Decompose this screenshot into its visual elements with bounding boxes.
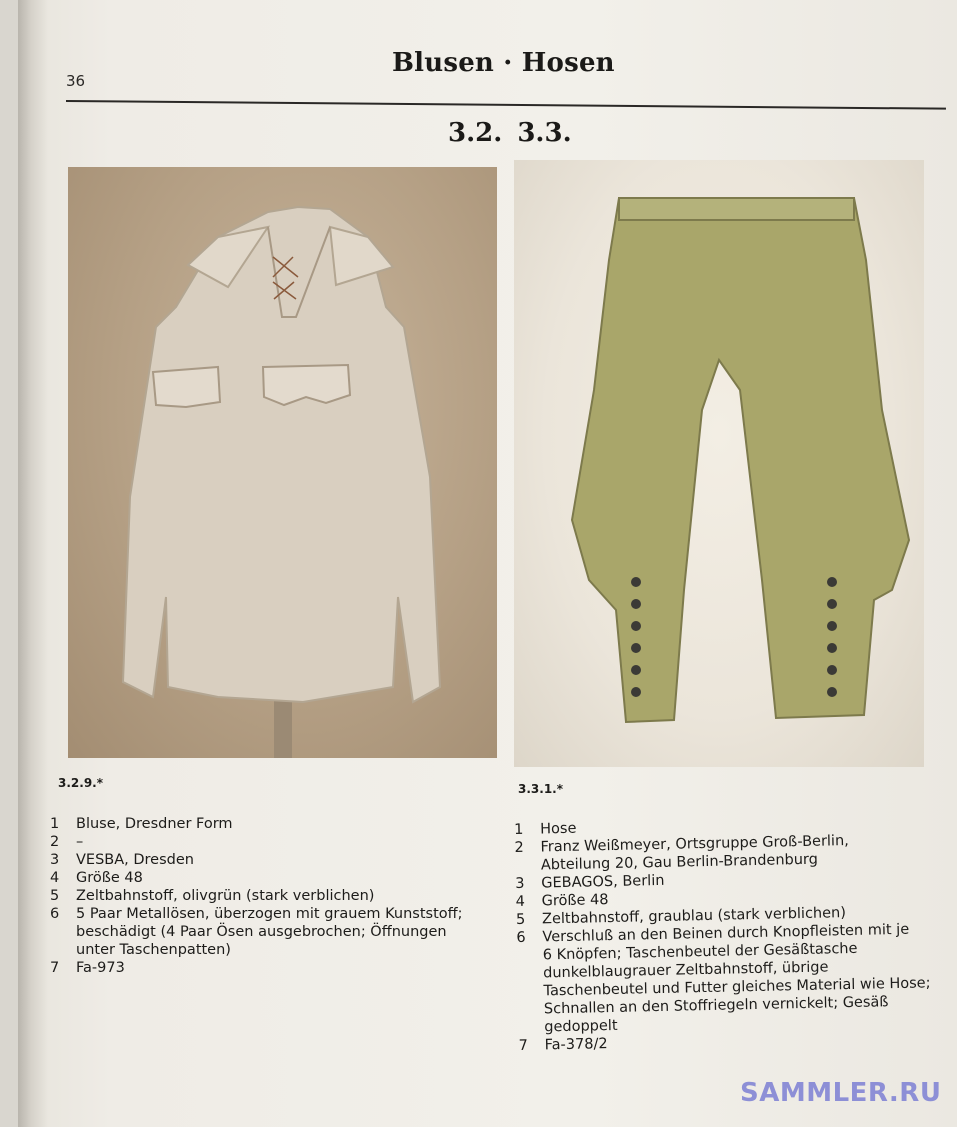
item-text: 5 Paar Metallösen, überzogen mit grauem Kunststoff; beschädigt (4 Paar Ösen ausgebrochen; Öffnungen unter Taschenpatten) bbox=[76, 906, 463, 958]
item-text: Größe 48 bbox=[76, 870, 143, 886]
running-title: Blusen · Hosen bbox=[392, 48, 615, 78]
item-text: VESBA, Dresden bbox=[76, 852, 194, 868]
trousers-photo bbox=[514, 160, 924, 767]
item-text: Zeltbahnstoff, graublau (stark verblichen) bbox=[541, 905, 847, 928]
item-number: 2 bbox=[514, 839, 524, 856]
item-number: 5 bbox=[515, 911, 526, 928]
item-number: 2 bbox=[50, 834, 60, 850]
list-item bbox=[50, 905, 490, 959]
item-number: 1 bbox=[50, 816, 60, 832]
blouse-photo bbox=[68, 167, 497, 758]
item-text: GEBAGOS, Berlin bbox=[541, 872, 665, 892]
trousers-spec-list bbox=[514, 812, 949, 1055]
item-number: 4 bbox=[515, 893, 526, 910]
item-text: Fa-378/2 bbox=[544, 1036, 608, 1054]
item-number: 5 bbox=[50, 888, 60, 904]
item-number: 6 bbox=[50, 906, 60, 922]
trousers-illustration bbox=[514, 160, 924, 767]
list-item bbox=[516, 920, 948, 1037]
item-text: Verschluß an den Beinen durch Knopfleisten mit je 6 Knöpfen; Taschenbeutel der Gesäßtasche dunkelblaugrauer Zeltbahnstoff, übrige Taschenbeutel und Futter gleiches Material wie Hose; Schnallen an den Stoffriegeln vernickelt; Gesäß gedoppelt bbox=[542, 921, 931, 1036]
list-item bbox=[50, 887, 490, 905]
list-item bbox=[50, 833, 490, 851]
gutter-shadow bbox=[18, 0, 48, 1127]
watermark: SAMMLER.RU bbox=[740, 1078, 942, 1108]
item-number: 6 bbox=[516, 929, 526, 946]
section-numbers: 3.2. 3.3. bbox=[448, 118, 572, 148]
list-item bbox=[50, 959, 490, 977]
item-number: 4 bbox=[50, 870, 60, 886]
item-number: 3 bbox=[50, 852, 60, 868]
item-text: Größe 48 bbox=[541, 892, 609, 910]
blouse-spec-list bbox=[50, 815, 490, 977]
item-text: Fa-973 bbox=[76, 960, 125, 976]
item-number: 1 bbox=[514, 821, 524, 838]
item-number: 7 bbox=[50, 960, 60, 976]
page-number: 36 bbox=[66, 72, 86, 90]
list-item bbox=[50, 815, 490, 833]
item-number: 3 bbox=[515, 875, 525, 892]
item-text: Zeltbahnstoff, olivgrün (stark verblichen) bbox=[76, 888, 375, 904]
item-text: Hose bbox=[540, 820, 577, 838]
item-number: 7 bbox=[518, 1037, 529, 1054]
list-item bbox=[50, 869, 490, 887]
figure-label-blouse: 3.2.9.* bbox=[58, 776, 103, 790]
item-text: – bbox=[76, 834, 84, 850]
item-text: Franz Weißmeyer, Ortsgruppe Groß-Berlin, Abteilung 20, Gau Berlin-Brandenburg bbox=[540, 832, 849, 874]
figure-label-trousers: 3.3.1.* bbox=[518, 782, 563, 796]
item-text: Bluse, Dresdner Form bbox=[76, 816, 233, 832]
blouse-illustration bbox=[68, 167, 497, 758]
list-item bbox=[50, 851, 490, 869]
